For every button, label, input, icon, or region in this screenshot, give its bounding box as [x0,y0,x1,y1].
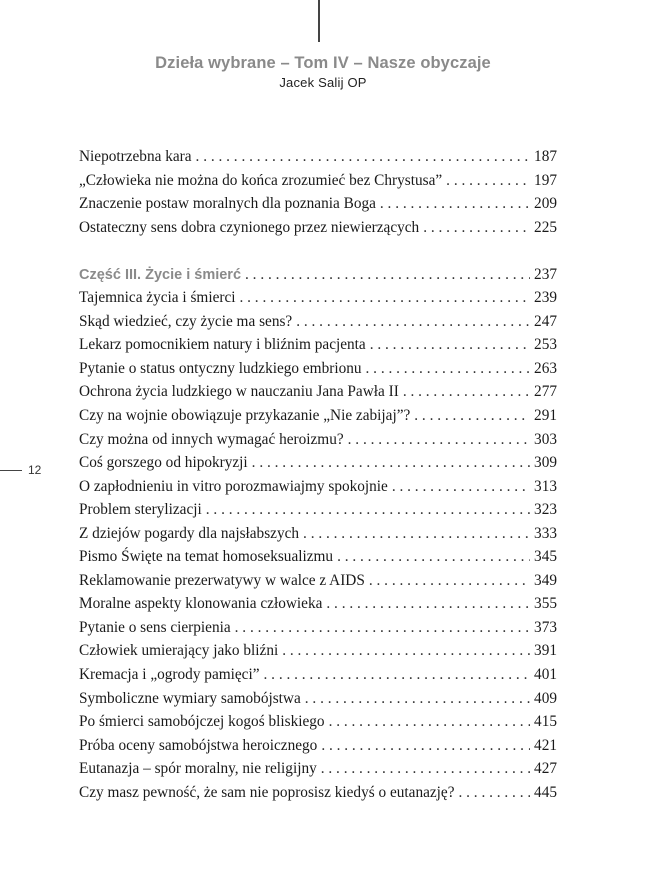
dot-leader [252,451,530,475]
toc-entry[interactable] [79,569,557,593]
toc-entry-title: Problem sterylizacji [79,501,202,519]
toc-entry-title: O zapłodnieniu in vitro porozmawiajmy spokojnie [79,477,388,495]
dot-leader [326,592,530,616]
dot-leader [196,145,531,169]
toc-entry-page: 345 [534,548,557,566]
toc-entry-page: 427 [534,760,557,778]
dot-leader [380,192,530,216]
dot-leader [348,428,530,452]
toc-entry-title: Reklamowanie prezerwatywy w walce z AIDS [79,571,365,589]
toc-entry-page: 355 [534,595,557,613]
toc-entry[interactable] [79,781,557,805]
toc-entry-title: Symboliczne wymiary samobójstwa [79,689,301,707]
toc-entry[interactable] [79,734,557,758]
toc-entry[interactable] [79,498,557,522]
part-page: 237 [534,265,557,283]
dot-leader [264,663,531,687]
toc-entry[interactable] [79,475,557,499]
toc-entry-title: Kremacja i „ogrody pamięci” [79,665,260,683]
dot-leader [206,498,530,522]
toc-entry-page: 187 [534,148,557,165]
toc-entry-page: 309 [534,454,557,472]
toc-entry-page: 263 [534,359,557,377]
book-author: Jacek Salij OP [279,75,367,90]
toc-entry[interactable] [79,451,557,475]
dot-leader [245,263,530,287]
toc-entry[interactable] [79,357,557,381]
toc-entry[interactable] [79,380,557,404]
toc-entry-page: 445 [534,783,557,801]
toc-entry-page: 391 [534,642,557,660]
toc-entry[interactable] [79,710,557,734]
dot-leader [459,781,531,805]
toc-entry[interactable] [79,216,557,240]
toc-entry-title: Eutanazja – spór moralny, nie religijny [79,760,317,778]
toc-entry-title: Pytanie o sens cierpienia [79,618,231,636]
toc-entry-page: 349 [534,571,557,589]
toc-entry[interactable] [79,687,557,711]
toc-entry[interactable] [79,404,557,428]
toc-entry-page: 209 [534,195,557,213]
toc-entry-title: Ochrona życia ludzkiego w nauczaniu Jana Pawła II [79,383,399,401]
dot-leader [446,169,530,193]
dot-leader [303,522,530,546]
toc-entry-page: 197 [534,171,557,189]
dot-leader [240,286,531,310]
toc-entry-title: „Człowieka nie można do końca zrozumieć bez Chrystusa” [79,171,443,189]
dot-leader [282,639,530,663]
toc-entry-title: Czy masz pewność, że sam nie poprosisz kiedyś o eutanazję? [79,783,455,801]
toc-entry-page: 401 [534,665,557,683]
running-header [0,52,646,92]
toc-entry-page: 373 [534,618,557,636]
toc-entry-page: 253 [534,336,557,354]
toc-entry[interactable] [79,192,557,216]
top-rule [318,0,320,42]
toc-entry-page: 303 [534,430,557,448]
dot-leader [235,616,530,640]
toc-entry[interactable] [79,169,557,193]
toc-entry-page: 323 [534,501,557,519]
toc-entry[interactable] [79,663,557,687]
toc-entry-title: Czy na wojnie obowiązuje przykazanie „Nie zabijaj”? [79,406,411,424]
toc-entry-page: 421 [534,736,557,754]
dot-leader [366,357,531,381]
dot-leader [305,687,530,711]
toc-entry[interactable] [79,522,557,546]
section-gap [79,239,557,263]
toc-entry[interactable] [79,428,557,452]
toc-entry[interactable] [79,310,557,334]
toc-entry-page: 277 [534,383,557,401]
dot-leader [370,333,530,357]
toc-entry-title: Moralne aspekty klonowania człowieka [79,595,323,613]
toc-entry-title: Z dziejów pogardy dla najsłabszych [79,524,300,542]
toc-entry-title: Pismo Święte na temat homoseksualizmu [79,548,334,566]
toc-entry[interactable] [79,616,557,640]
toc-entry-title: Po śmierci samobójczej kogoś bliskiego [79,713,325,731]
page-number [0,463,41,477]
toc-entry-title: Tajemnica życia i śmierci [79,289,236,307]
dot-leader [423,216,530,240]
toc-entry-title: Skąd wiedzieć, czy życie ma sens? [79,312,293,330]
dot-leader [369,569,530,593]
toc-entry[interactable] [79,145,557,169]
part-title: Część III. Życie i śmierć [79,266,242,283]
dot-leader [414,404,530,428]
toc-entry[interactable] [79,333,557,357]
toc-entry-page: 239 [534,289,557,307]
page-number-value: 12 [28,463,42,477]
toc-entry-page: 291 [534,406,557,424]
page-number-dash [0,470,22,471]
toc-entry-page: 409 [534,689,557,707]
toc-entry-title: Pytanie o status ontyczny ludzkiego embrionu [79,359,362,377]
dot-leader [321,757,530,781]
dot-leader [403,380,530,404]
table-of-contents [79,145,557,804]
dot-leader [296,310,530,334]
dot-leader [329,710,530,734]
toc-entry-title: Znaczenie postaw moralnych dla poznania Boga [79,195,376,213]
book-title: Dzieła wybrane – Tom IV – Nasze obyczaje [155,54,491,72]
toc-entry-page: 313 [534,477,557,495]
dot-leader [321,734,530,758]
toc-entry-page: 333 [534,524,557,542]
toc-entry-title: Człowiek umierający jako bliźni [79,642,279,660]
toc-entry-title: Czy można od innych wymagać heroizmu? [79,430,344,448]
toc-entry-title: Niepotrzebna kara [79,148,192,165]
toc-entry-title: Próba oceny samobójstwa heroicznego [79,736,318,754]
toc-entry-title: Ostateczny sens dobra czynionego przez niewierzących [79,218,420,236]
toc-entry[interactable] [79,545,557,569]
dot-leader [337,545,530,569]
toc-entry[interactable] [79,286,557,310]
dot-leader [392,475,530,499]
toc-part-heading[interactable] [79,263,557,287]
toc-entry-page: 225 [534,218,557,236]
toc-entry-page: 415 [534,713,557,731]
toc-entry[interactable] [79,757,557,781]
toc-entry-page: 247 [534,312,557,330]
toc-entry-title: Lekarz pomocnikiem natury i bliźnim pacjenta [79,336,366,354]
toc-entry[interactable] [79,639,557,663]
toc-entry[interactable] [79,592,557,616]
toc-entry-title: Coś gorszego od hipokryzji [79,454,248,472]
